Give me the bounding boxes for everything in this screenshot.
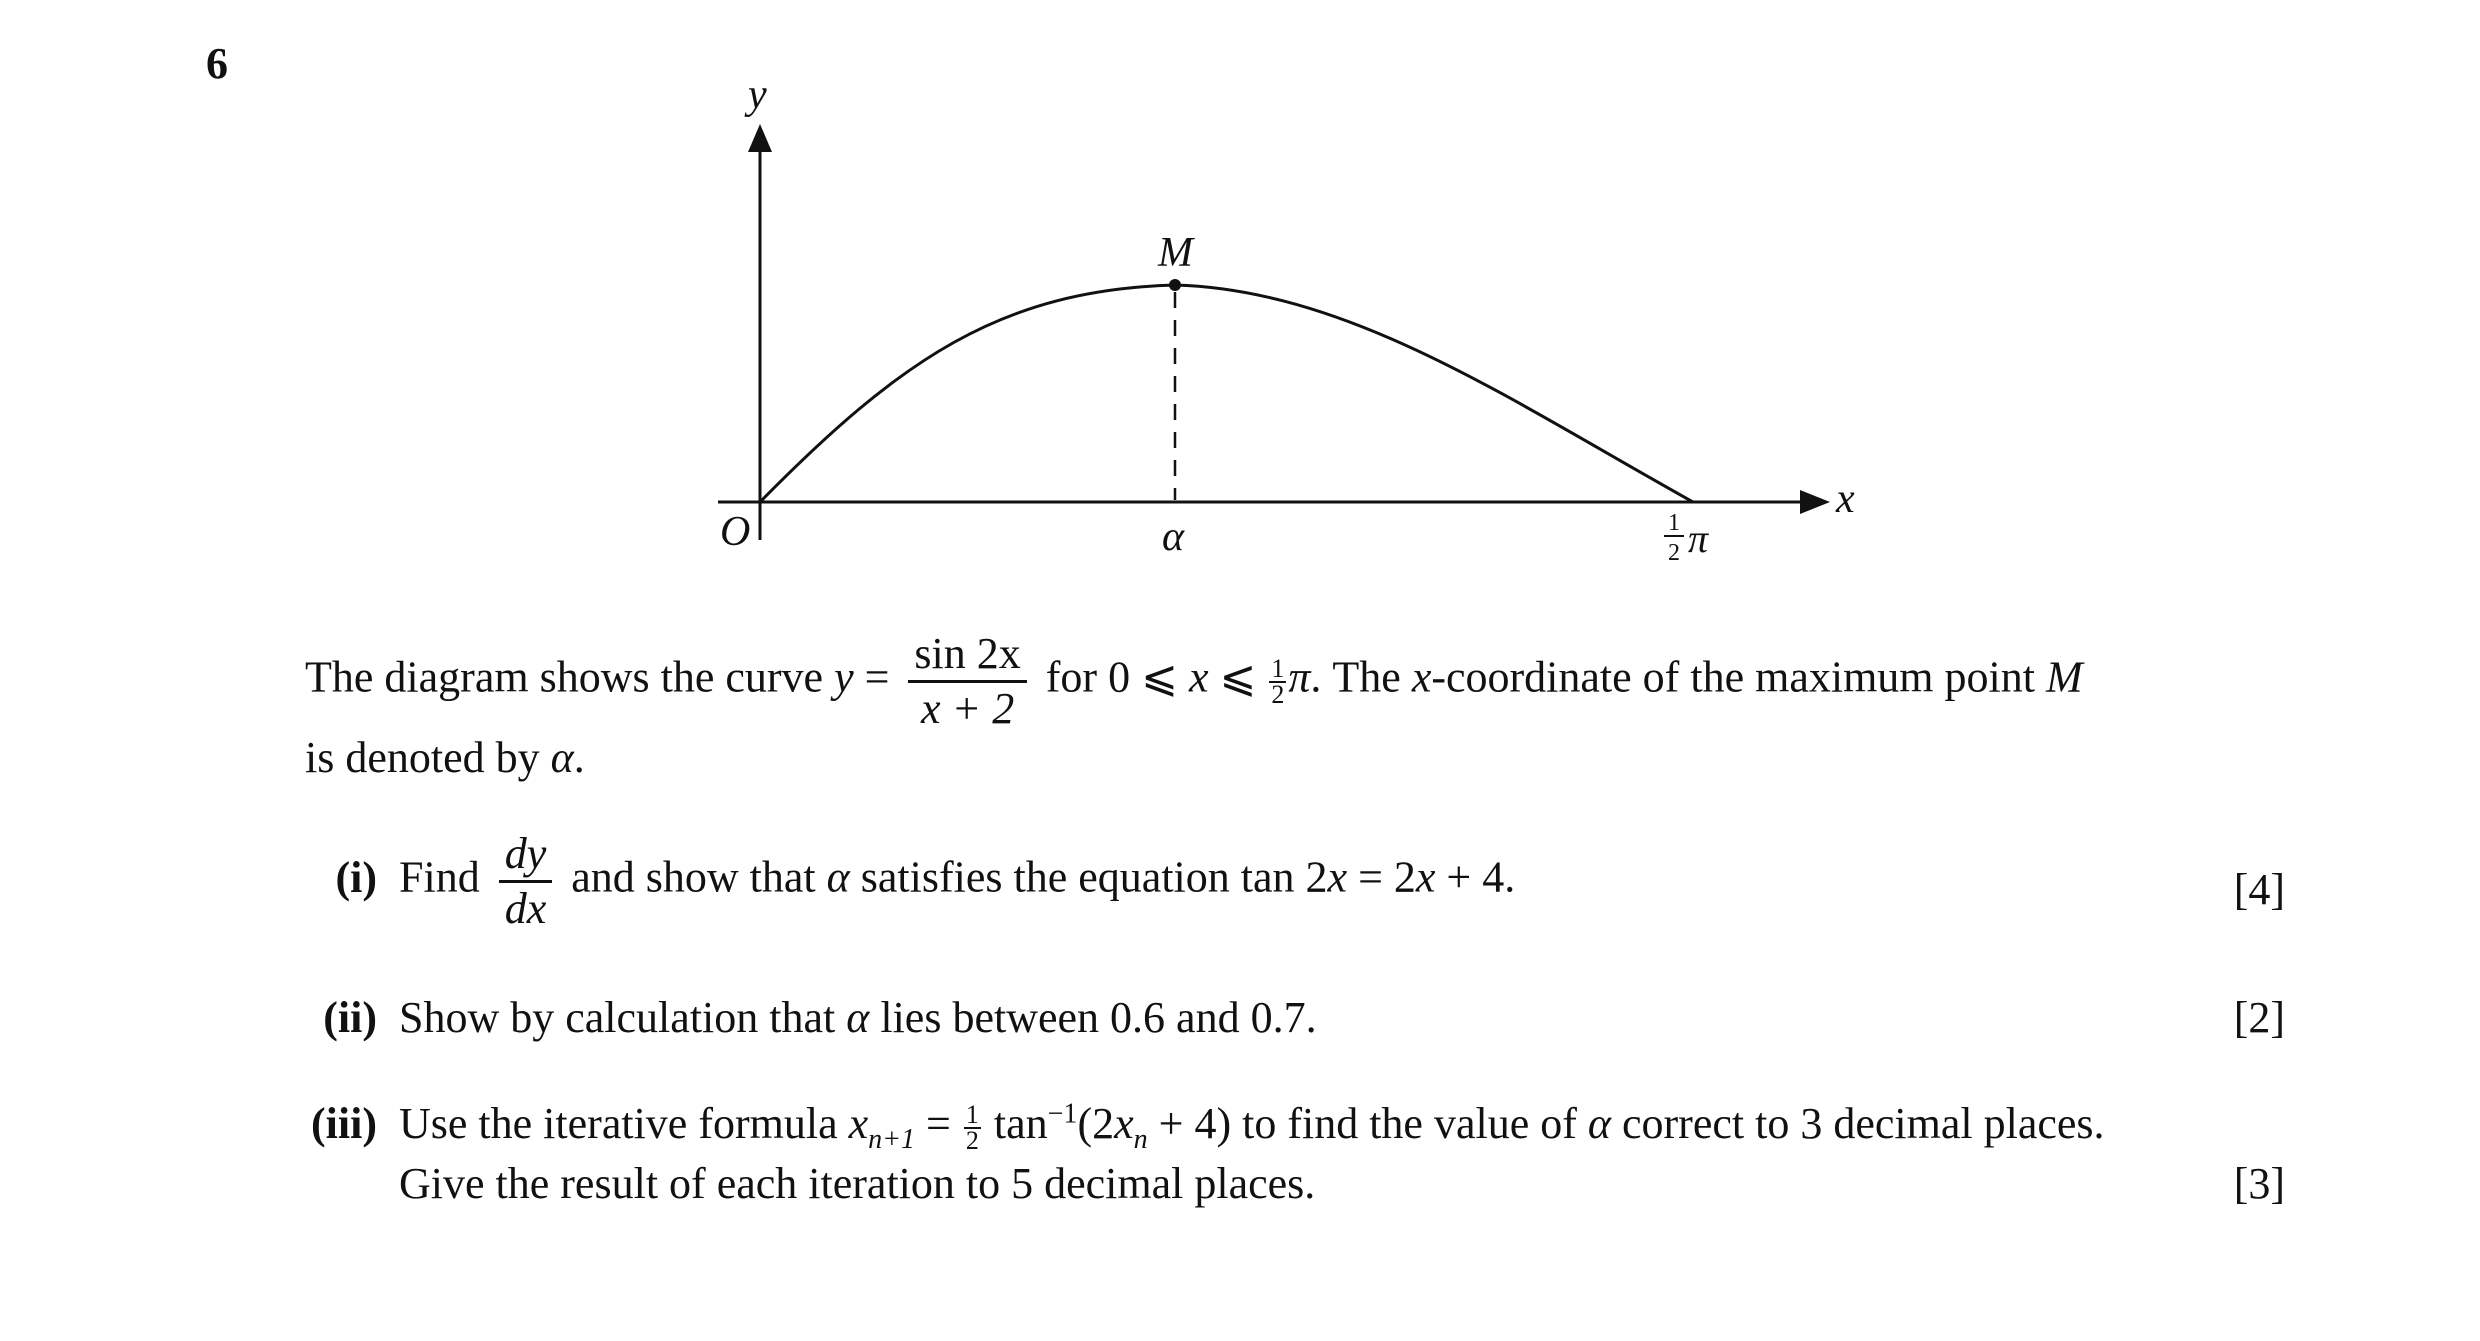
part-ii [305,988,2285,1048]
half-pi-numerator: 1 [1668,510,1680,536]
part-iii-text-d: (2 [1077,1099,1115,1148]
intro-line-2-text: is denoted by [305,733,551,782]
part-ii-text-b: lies between 0.6 and 0.7. [869,993,1317,1042]
derivative-fraction [499,828,553,935]
part-ii-text-a: Show by calculation that [399,993,847,1042]
intro-text-2: . The [1310,652,1412,702]
part-iii-half-fraction [964,1099,981,1155]
question-number: 6 [206,39,228,88]
part-iii-label: (iii) [311,1099,377,1148]
part-iii-sub1: n+1 [868,1123,916,1155]
part-iii-alpha: α [1587,1099,1611,1148]
equals: = [853,652,901,702]
domain-text: for 0 ⩽ [1034,652,1189,702]
part-i-text-d: = 2 [1347,852,1416,902]
intro-line-1 [305,628,2285,735]
part-iii-text-a: Use the iterative formula [399,1099,849,1148]
curve-fraction [908,628,1026,735]
x-var-2: x [1411,652,1432,702]
part-iii-text-f: correct to 3 decimal places. [1611,1099,2105,1148]
part-iii-text-c: tan [982,1099,1048,1148]
part-i-label: (i) [335,852,377,902]
derivative-numerator: dy [499,828,553,883]
half-fraction [1269,653,1286,709]
m-var: M [2045,652,2083,702]
part-i-x1: x [1327,852,1348,902]
half-denominator: 2 [1271,679,1285,709]
domain-text-2: ⩽ [1208,652,1268,702]
part-iii-text-e: + 4) to find the value of [1147,1099,1588,1148]
part-iii-x2: x [1114,1099,1134,1148]
part-iii-half-den: 2 [965,1125,979,1155]
part-ii-marks: [2] [2233,993,2285,1042]
y-axis-arrowhead [748,124,772,152]
part-i [305,828,2285,935]
part-i-text-e: + 4. [1435,852,1516,902]
part-i-text-b: and show that [560,852,827,902]
part-i-alpha: α [826,852,850,902]
part-iii-sup: −1 [1047,1098,1078,1130]
alpha-var: α [550,733,574,782]
part-iii-x1: x [848,1099,869,1148]
curve-diagram [0,0,2480,620]
half-numerator: 1 [1271,653,1285,683]
fraction-denominator: x + 2 [920,684,1015,733]
part-i-text-c: satisfies the equation tan 2 [849,852,1328,902]
max-point [1169,279,1181,291]
part-iii-line-2-text: Give the result of each iteration to 5 decimal places. [399,1159,1316,1208]
curve [760,285,1693,502]
derivative-denominator: dx [504,884,547,933]
part-iii-marks: [3] [2233,1159,2285,1208]
part-iii-text-b: = [915,1099,962,1148]
max-point-label: M [1158,230,1193,276]
part-ii-label: (ii) [323,993,377,1042]
part-iii-sub2: n [1133,1123,1148,1155]
part-iii [305,1094,2285,1154]
part-i-marks: [4] [2233,865,2285,914]
part-ii-alpha: α [846,993,870,1042]
x-axis-arrowhead [1800,490,1830,514]
y-axis-label: y [748,72,767,118]
part-iii-half-num: 1 [965,1099,979,1129]
half-pi-denominator: 2 [1668,540,1680,566]
alpha-label: α [1162,514,1185,560]
x-axis-label: x [1836,476,1855,522]
half-pi-symbol: π [1688,516,1709,561]
part-i-x2: x [1415,852,1436,902]
intro-text: The diagram shows the curve [305,652,835,702]
intro-line-2-end: . [573,733,585,782]
pi-symbol: π [1288,652,1311,702]
intro-text-3: -coordinate of the maximum point [1431,652,2046,702]
part-iii-line-2 [305,1154,2285,1214]
y-var: y [834,652,854,702]
origin-label: O [720,509,751,555]
x-var: x [1188,652,1209,702]
fraction-numerator: sin 2x [908,628,1026,683]
part-i-text-a: Find [399,852,491,902]
intro-line-2 [305,728,2285,788]
